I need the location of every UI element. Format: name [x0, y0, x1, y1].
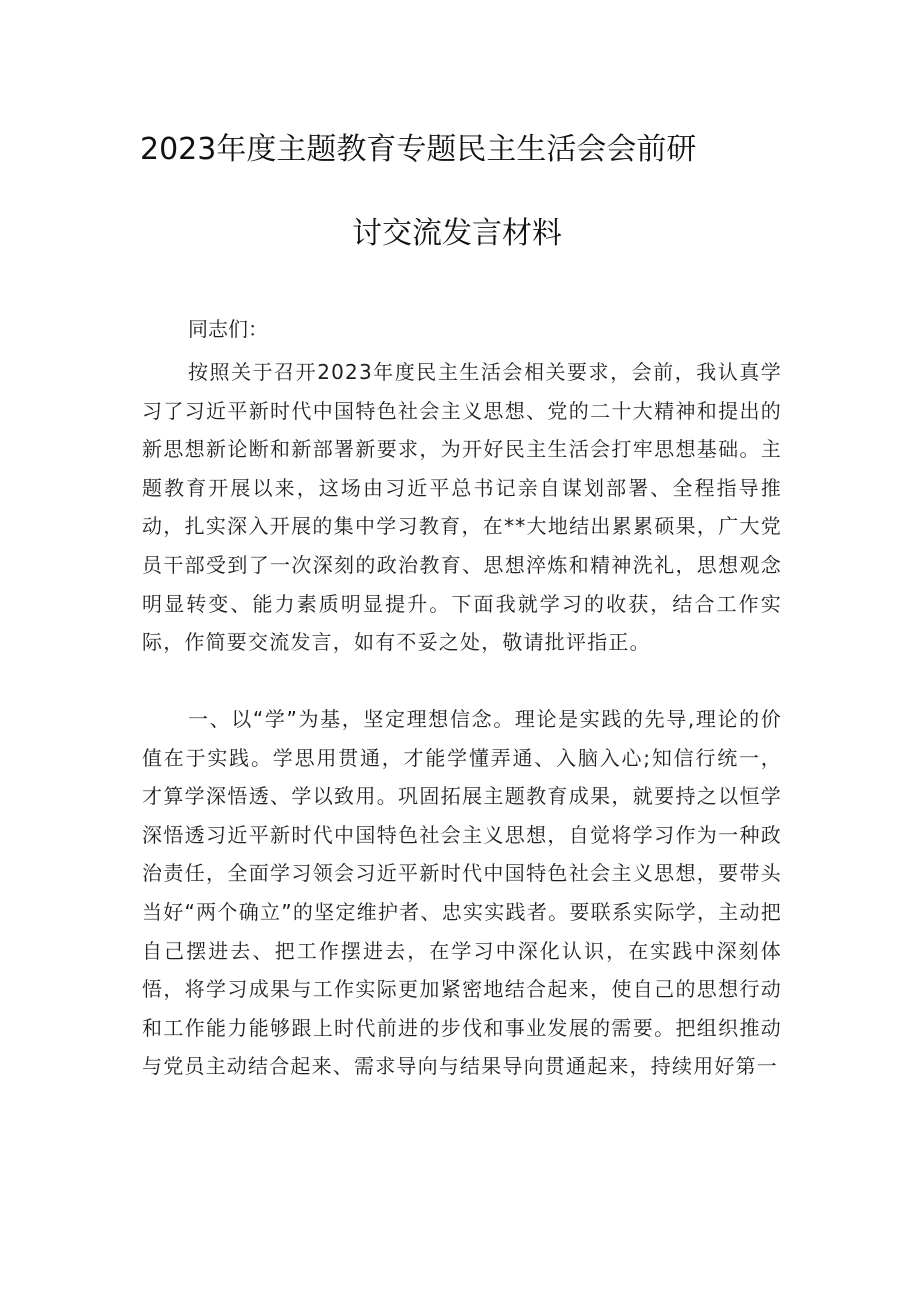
document-title-line-1: 2023年度主题教育专题民主生活会会前研 — [140, 132, 697, 167]
salutation: 同志们： — [188, 317, 268, 341]
document-title-line-2: 讨交流发言材料 — [352, 216, 562, 251]
paragraph-section-one: 一、以“学”为基，坚定理想信念。理论是实践的先导,理论的价值在于实践。学思用贯通，才能学懂弄通、入脑入心;知信行统一，才算学深悟透、学以致用。巩固拓展主题教育成果，就要持之以恒学深悟透习近平新时代中国特色社会主义思想，自觉将学习作为一种政治责任，全面学习领会习近平新时代中国特色社会主义思想，要带头当好“两个确立”的坚定维护者、忠实实践者。要联系实际学，主动把自己摆进去、把工作摆进去，在学习中深化认识，在实践中深刻体悟，将学习成果与工作实际更加紧密地结合起来，使自己的思想行动和工作能力能够跟上时代前进的步伐和事业发展的需要。把组织推动与党员主动结合起来、需求导向与结果导向贯通起来，持续用好第一 — [142, 707, 782, 1079]
paragraph-intro: 按照关于召开2023年度民主生活会相关要求，会前，我认真学习了习近平新时代中国特色社会主义思想、党的二十大精神和提出的新思想新论断和新部署新要求，为开好民主生活会打牢思想基础。主题教育开展以来，这场由习近平总书记亲自谋划部署、全程指导推动，扎实深入开展的集中学习教育，在**大地结出累累硕果，广大党员干部受到了一次深刻的政治教育、思想淬炼和精神洗礼，思想观念明显转变、能力素质明显提升。下面我就学习的收获，结合工作实际，作简要交流发言，如有不妥之处，敬请批评指正。 — [142, 360, 782, 655]
